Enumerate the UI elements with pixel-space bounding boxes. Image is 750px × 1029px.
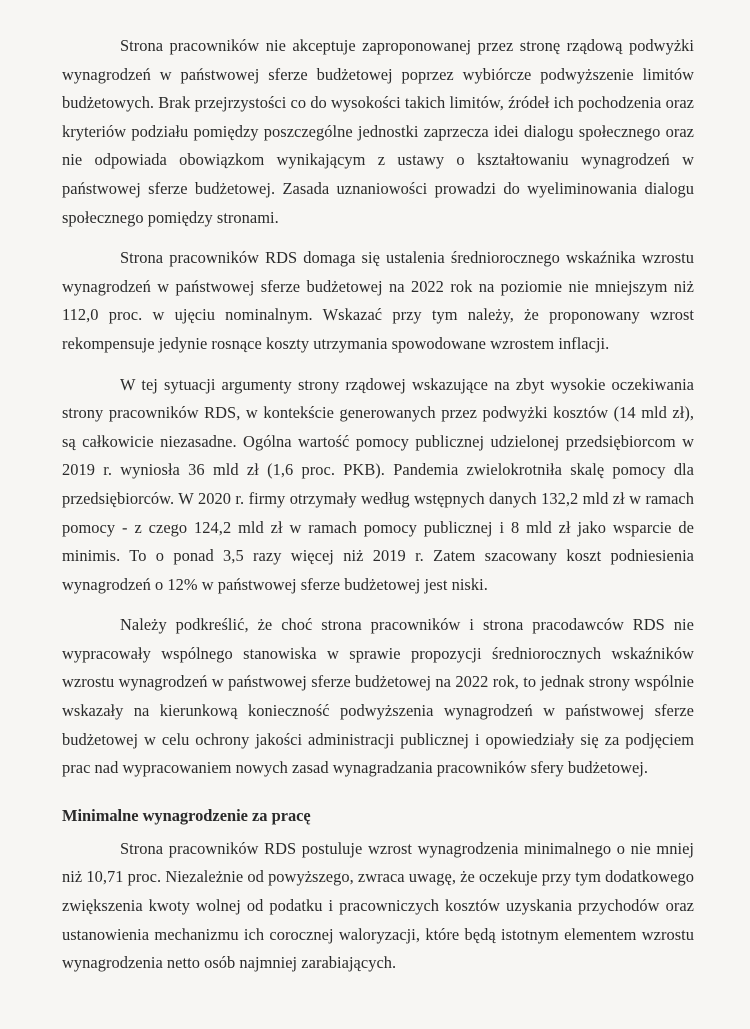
paragraph-joint-position: Należy podkreślić, że choć strona pracowników i strona pracodawców RDS nie wypracowały wspólnego stanowiska w sprawie propozycji średniorocznych wskaźników wzrostu wynagrodzeń w państwowej sferze budżetowej na 2022 rok, to jednak strony wspólnie wskazały na kierunkową konieczność podwyższenia wynagrodzeń w państwowej sferze budżetowej w celu ochrony jakości administracji publicznej i opowiedziały się za podjęciem prac nad wypracowaniem nowych zasad wynagradzania pracowników sfery budżetowej. <box>62 615 694 778</box>
paragraph-public-aid-argument: W tej sytuacji argumenty strony rządowej wskazujące na zbyt wysokie oczekiwania strony pracowników RDS, w kontekście generowanych przez podwyżki kosztów (14 mld zł), są całkowicie niezasadne. Ogólna wartość pomocy publicznej udzielonej przedsiębiorcom w 2019 r. wyniosła 36 mld zł (1,6 proc. PKB). Pandemia zwielokrotniła skalę pomocy dla przedsiębiorców. W 2020 r. firmy otrzymały według wstępnych danych 132,2 mld zł w ramach pomocy - z czego 124,2 mld zł w ramach pomocy publicznej i 8 mld zł jako wsparcie de minimis. To o ponad 3,5 razy więcej niż 2019 r. Zatem szacowany koszt podniesienia wynagrodzeń o 12% w państwowej sferze budżetowej jest niski. <box>62 374 694 594</box>
section-heading-minimum-wage: Minimalne wynagrodzenie za pracę <box>62 805 311 825</box>
paragraph-wage-index-demand: Strona pracowników RDS domaga się ustalenia średniorocznego wskaźnika wzrostu wynagrodzeń w państwowej sferze budżetowej na 2022 rok na poziomie nie mniejszym niż 112,0 proc. w ujęciu nominalnym. Wskazać przy tym należy, że proponowany wzrost rekompensuje jedynie rosnące koszty utrzymania spowodowane wzrostem inflacji. <box>62 248 694 353</box>
paragraph-minimum-wage: Strona pracowników RDS postuluje wzrost wynagrodzenia minimalnego o nie mniej niż 10,71 proc. Niezależnie od powyższego, zwraca uwagę, że oczekuje przy tym dodatkowego zwiększenia kwoty wolnej od podatku i pracowniczych kosztów uzyskania przychodów oraz ustanowienia mechanizmu ich corocznej waloryzacji, które będą istotnym elementem wzrostu wynagrodzenia netto osób najmniej zarabiających. <box>62 838 694 973</box>
paragraph-budget-limits: Strona pracowników nie akceptuje zaproponowanej przez stronę rządową podwyżki wynagrodzeń w państwowej sferze budżetowej poprzez wybiórcze podwyższenie limitów budżetowych. Brak przejrzystości co do wysokości takich limitów, źródeł ich pochodzenia oraz kryteriów podziału pomiędzy poszczególne jednostki zaprzecza idei dialogu społecznego oraz nie odpowiada obowiązkom wynikającym z ustawy o kształtowaniu wynagrodzeń w państwowej sferze budżetowej. Zasada uznaniowości prowadzi do wyeliminowania dialogu społecznego pomiędzy stronami. <box>62 36 694 227</box>
